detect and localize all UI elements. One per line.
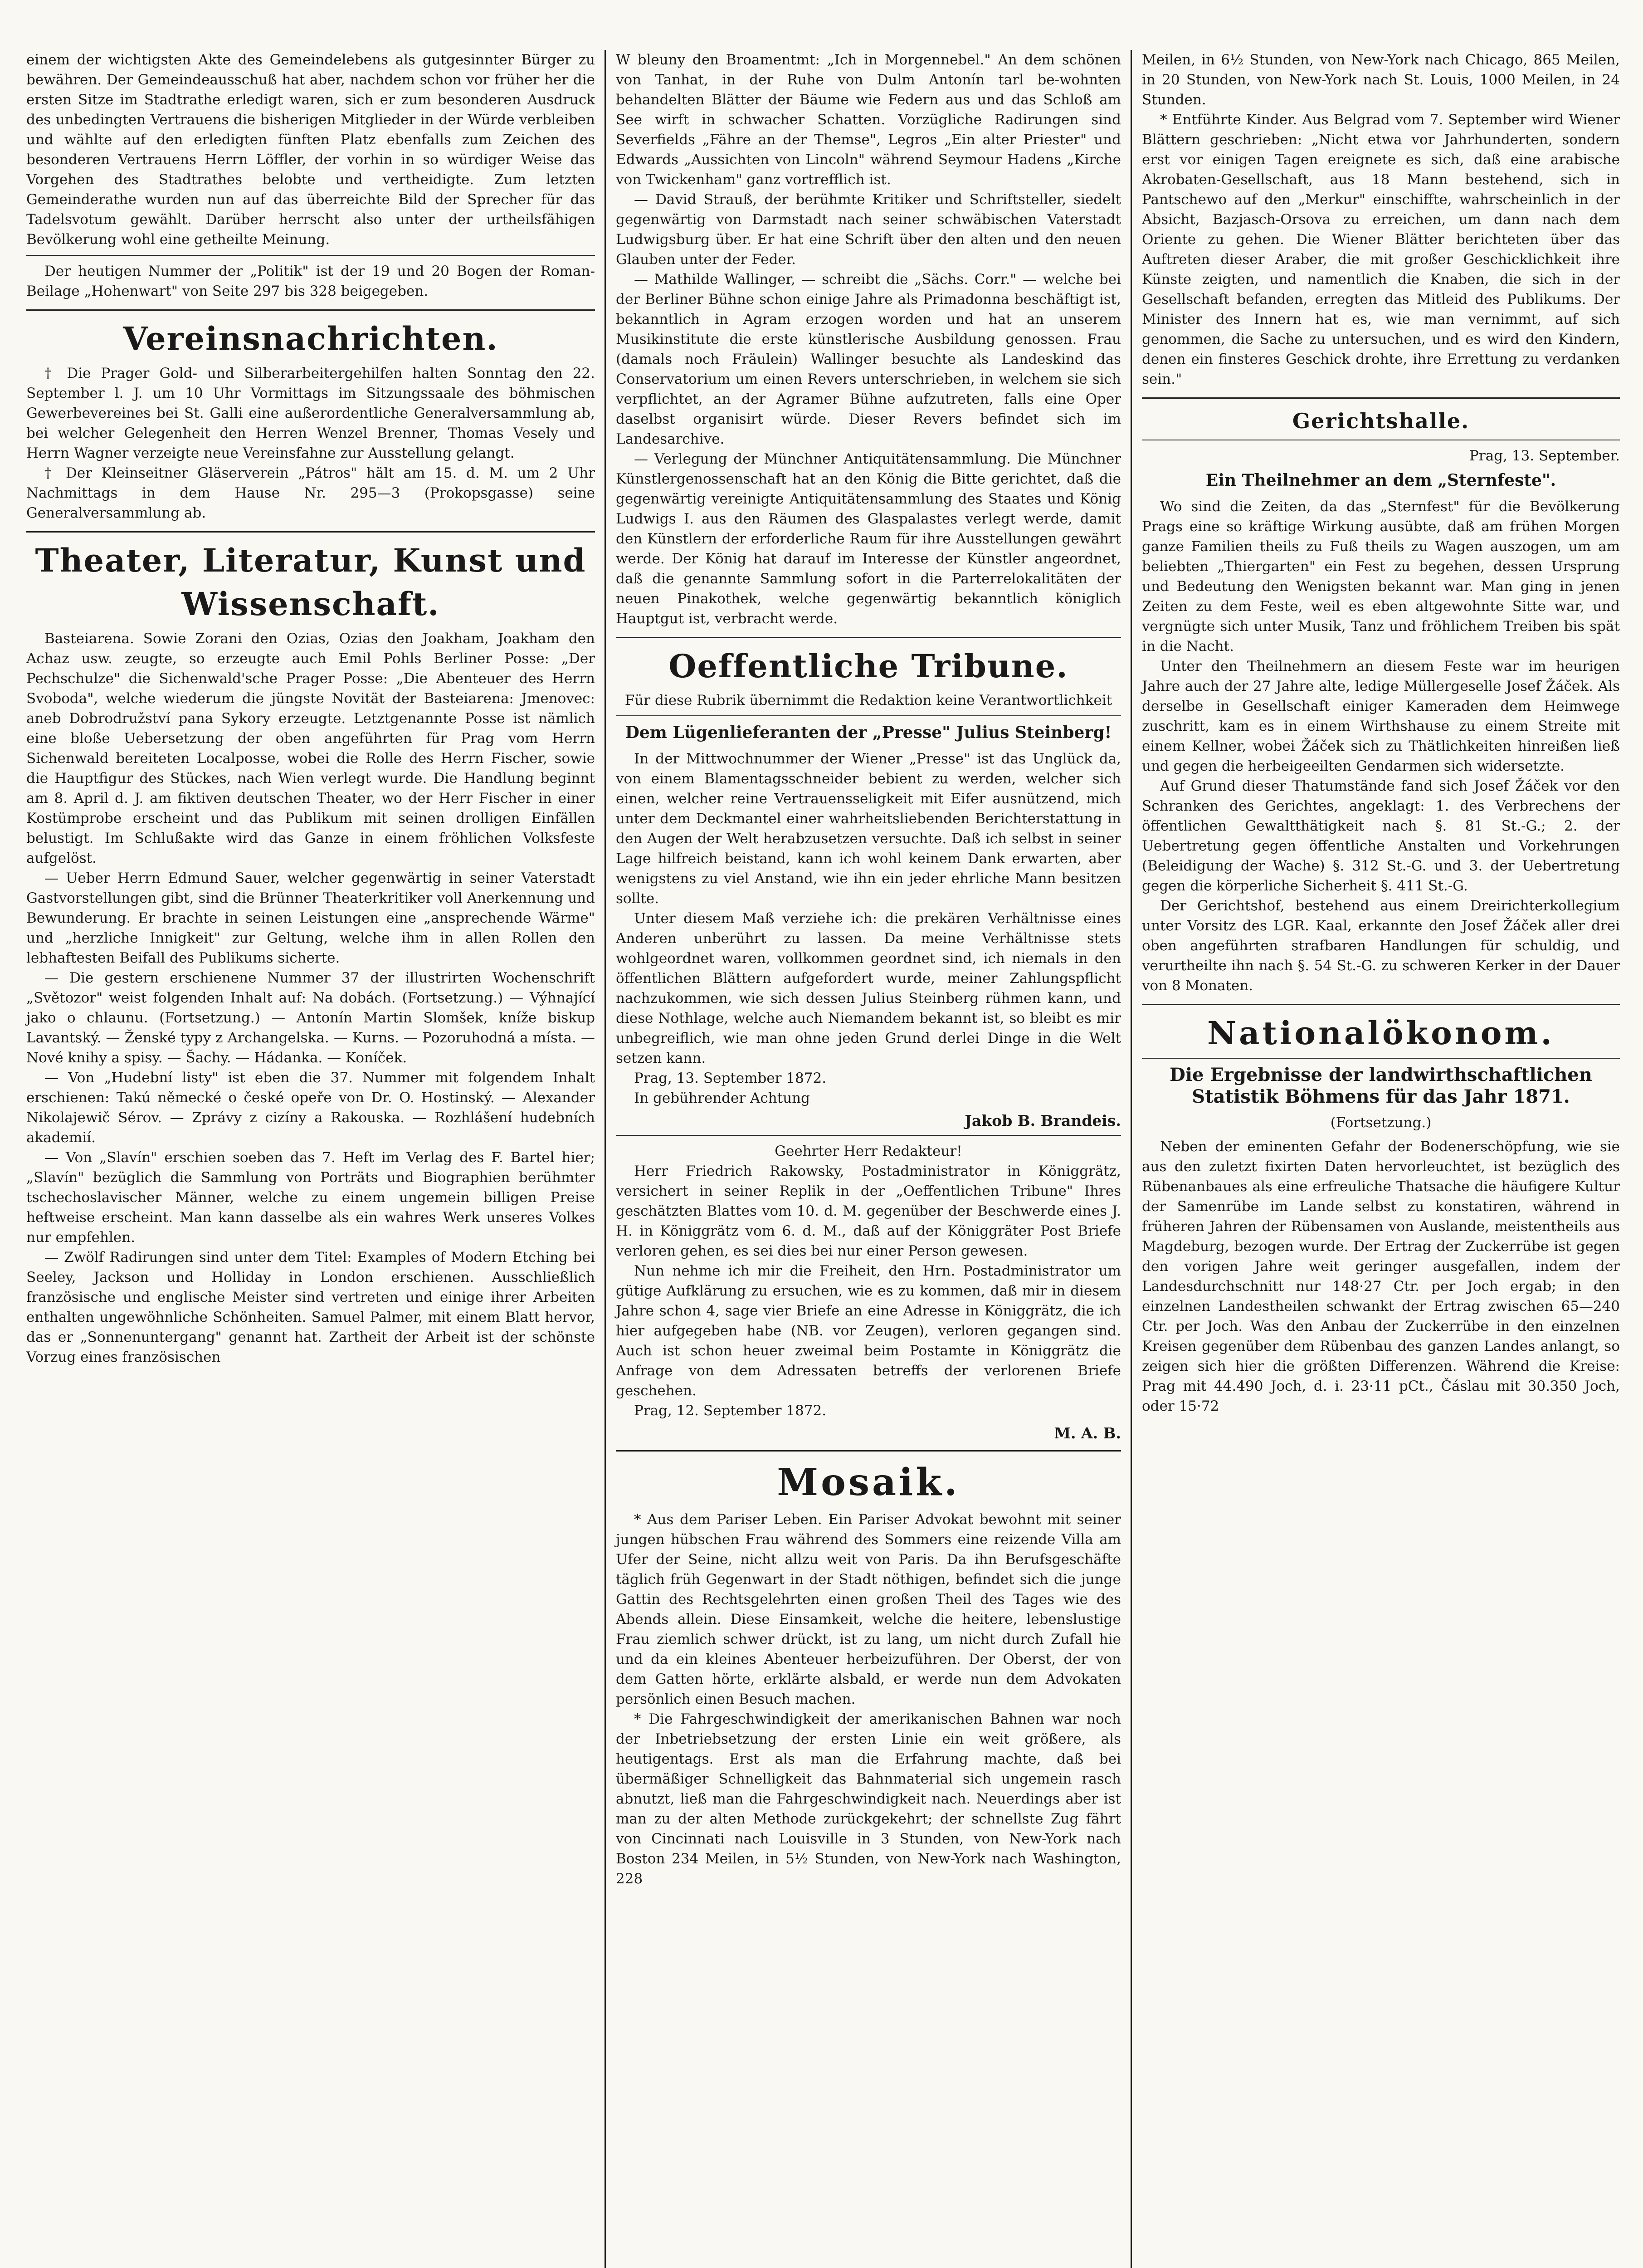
article-paragraph: — Von „Hudební listy" ist eben die 37. Nummer mit folgendem Inhalt erschienen: Takú německé o české opeře von Dr. O. Hostinský. — Alexander Nikolajewič Sérov. — Zprávy z cizíny a Rakouska. — Rozhlášení hudebních akademií. (26, 1070, 595, 1146)
article-paragraph: — David Strauß, der berühmte Kritiker und Schriftsteller, siedelt gegenwärtig von Darmstadt nach seiner schwäbischen Vaterstadt Ludwigsburg über. Er hat eine Schrift über den alten und den neuen Glauben unter der Feder. (616, 191, 1121, 268)
column-left (18, 50, 603, 2268)
divider (616, 1450, 1121, 1452)
article-paragraph: * Entführte Kinder. Aus Belgrad vom 7. September wird Wiener Blättern geschrieben: „Nicht etwa vor Jahrhunderten, sondern erst vor einigen Tagen ereignete es sich, daß eine arabische Akrobaten-Gesellschaft, aus 18 Mann bestehend, sich in Pantschewo auf den „Merkur" einschiffte, wahrscheinlich in der Absicht, Bazjasch-Orsova zu erreichen, um dann nach dem Oriente zu gehen. Die Wiener Blätter berichteten über das Auftreten dieser Araber, die mit großer Geschicklichkeit ihre Künste zeigten, und namentlich die Knaben, die sich in der Gesellschaft befanden, erregten das Mitleid des Publikums. Der Minister des Innern hat es, wie man vernimmt, auf sich genommen, die Sache zu untersuchen, und es wird den Kindern, denen ein finsteres Geschick drohte, ihre Errettung zu verdanken sein." (1142, 112, 1620, 387)
article-paragraph: W bleuny den Broamentmt: „Ich in Morgennebel." An dem schönen von Tanhat, in der Ruhe von Dulm Antonín tarl be-wohnten behandelten Blätter der Bäume wie Federn aus und das Schloß am See wirft in schwacher Schatten. Vorzügliche Radirungen sind Severfields „Fähre an der Themse", Legros „Ein alter Priester" und Edwards „Aussichten von Lincoln" während Seymour Hadens „Kirche von Twickenham" ganz vortrefflich ist. (616, 52, 1121, 188)
article-title-line-1: Die Ergebnisse der landwirthschaftlichen (1170, 1064, 1592, 1085)
article-paragraph: — Mathilde Wallinger, — schreibt die „Sächs. Corr." — welche bei der Berliner Bühne schon einige Jahre als Primadonna beschäftigt ist, bekanntlich in Agram erzogen worden und hat an unserem Musikinstitute die erste künstlerische Ausbildung genossen. Frau (damals noch Fräulein) Wallinger besuchte als Landeskind das Conservatorium um einen Revers unterschrieben, in welchem sie sich verpflichtet, an der Agramer Bühne aufzutreten, falls eine Oper daselbst organisirt würde. Dieser Revers befindet sich im Landesarchive. (616, 271, 1121, 447)
letter-greeting: Geehrter Herr Redakteur! (775, 1143, 962, 1159)
article-paragraph: * Die Fahrgeschwindigkeit der amerikanischen Bahnen war noch der Inbetriebsetzung der ersten Linie ein weit größere, als heutigentags. Erst als man die Erfahrung machte, daß bei übermäßiger Schnelligkeit das Bahnmaterial sich ungemein rasch abnutzt, ließ man die Fahrgeschwindigkeit nach. Neuerdings aber ist man zu der alten Methode zurückgekehrt; der schnellste Zug fährt von Cincinnati nach Louisville in 3 Stunden, von New-York nach Boston 234 Meilen, in 5½ Stunden, von New-York nach Washington, 228 (616, 1711, 1121, 1887)
section-heading-theater-2: Wissenschaft. (181, 585, 440, 623)
dateline: Prag, 13. September. (1469, 448, 1620, 464)
article-paragraph: — Die gestern erschienene Nummer 37 der illustrirten Wochenschrift „Světozor" weist folgenden Inhalt auf: Na dobách. (Fortsetzung.) — Výhnající jako o chlaunu. (Fortsetzung.) — Antonín Martin Slomšek, kníže biskup Lavantský. — Ženské typy z Archangelska. — Kurns. — Pozoruhodná a místa. — Nové knihy a spisy. — Šachy. — Hádanka. — Koníček. (26, 970, 595, 1066)
article-paragraph: — Ueber Herrn Edmund Sauer, welcher gegenwärtig in seiner Vaterstadt Gastvorstellungen gibt, sind die Brünner Theaterkritiker voll Anerkennung und Bewunderung. Er brachte in seinen Leistungen eine „ansprechende Wärme" und „herzliche Innigkeit" zur Geltung, welche ihm in allen Rollen den lebhaftesten Beifall des Publikums sicherte. (26, 870, 595, 966)
article-paragraph: einem der wichtigsten Akte des Gemeindelebens als gutgesinnter Bürger zu bewähren. Der Gemeindeausschuß hat aber, nachdem schon vor früher her die ersten Sitze im Stadtrathe erledigt waren, sich er zum besonderen Ausdruck des unbedingten Vertrauens die bisherigen Mitglieder in der Würde verbleiben und wählte auf den erledigten fünften Platz ebenfalls zum Zeichen des besonderen Vertrauens Herrn Löffler, der vorhin in so würdiger Weise das Vorgehen des Stadtrathes belobte und vertheidigte. Zum letzten Gemeinderathe wurden nun auf das überreichte Bild der Sprecher für das Tadelsvotum gewählt. Darüber herrscht also unter der urtheilsfähigen Bevölkerung wohl eine getheilte Meinung. (26, 52, 595, 248)
article-paragraph: † Die Prager Gold- und Silberarbeitergehilfen halten Sonntag den 22. September l. J. um 10 Uhr Vormittags im Sitzungssaale des böhmischen Gewerbevereines bei St. Galli eine außerordentliche Generalversammlung ab, bei welcher Gelegenheit den Herren Wenzel Brenner, Thomas Vesely und Herrn Wagner verzeigte neue Vereinsfahne zur Ausstellung gelangt. (26, 365, 595, 461)
section-heading-vereinsnachrichten: Vereinsnachrichten. (123, 320, 498, 357)
article-paragraph: † Der Kleinseitner Gläserverein „Pátros" hält am 15. d. M. um 2 Uhr Nachmittags in dem Hause Nr. 295—3 (Prokopsgasse) seine Generalversammlung ab. (26, 465, 595, 521)
column-right (1134, 50, 1628, 2268)
divider (616, 715, 1121, 716)
column-rule (1131, 50, 1132, 2268)
section-heading-gerichtshalle: Gerichtshalle. (1292, 409, 1470, 433)
section-heading-theater-1: Theater, Literatur, Kunst und (35, 542, 586, 579)
article-paragraph: — Zwölf Radirungen sind unter dem Titel: Examples of Modern Etching bei Seeley, Jackson und Holliday in London erschienen. Ausschließlich französische und englische Meister sind vertreten und einige ihrer Arbeiten enthalten ungewöhnliche Schönheiten. Samuel Palmer, mit einem Blatt hervor, das er „Sonnenuntergang" genannt hat. Zartheit der Arbeit ist der schönste Vorzug eines französischen (26, 1249, 595, 1365)
article-paragraph: Neben der eminenten Gefahr der Bodenerschöpfung, wie sie aus den zuletzt fixirten Daten hervorleuchtet, ist bezüglich des Rübenanbaues als eine erfreuliche Thatsache die häufigere Kultur der Samenrübe im Lande selbst zu konstatiren, während in früheren Jahren der Rübensamen von Auslande, meistentheils aus Magdeburg, bezogen wurde. Der Ertrag der Zuckerrübe ist gegen den vorigen Jahre weit geringer ausgefallen, indem der Landesdurchschnitt nur 148·27 Ctr. per Joch ergab; in den einzelnen Landestheilen schwankt der Ertrag zwischen 65—240 Ctr. per Joch. Was den Anbau der Zuckerrübe in den einzelnen Kreisen gegenüber dem Rübenbau des ganzen Landes anlangt, so zeigen sich hier die größten Differenzen. Während die Kreise: Prag mit 44.490 Joch, d. i. 23·11 pCt., Čáslau mit 30.350 Joch, oder 15·72 (1142, 1139, 1620, 1414)
article-paragraph: Unter diesem Maß verziehe ich: die prekären Verhältnisse eines Anderen unberührt zu lassen. Da meine Verhältnisse stets wohlgeordnet waren, vollkommen geordnet sind, ich niemals in den öffentlichen Blättern aufgefordert wurde, meiner Zahlungspflicht nachzukommen, wie sich dessen Julius Steinberg rühmen kann, und diese Nothlage, welche auch Niemandem bekannt ist, so bleibt es mir unbegreiflich, wie man ohne jeden Grund derlei Dinge in die Welt setzen kann. (616, 910, 1121, 1066)
divider (1142, 1058, 1620, 1059)
article-paragraph: — Von „Slavín" erschien soeben das 7. Heft im Verlag des F. Bartel hier; „Slavín" bezüglich die Sammlung von Porträts und Biographien berühmter tschechoslavischer Männer, welche zu einem ungemein billigen Preise heftweise erscheint. Man kann dasselbe als ein wahres Werk unseres Volkes nur empfehlen. (26, 1149, 595, 1246)
divider (1142, 397, 1620, 399)
article-paragraph: — Verlegung der Münchner Antiquitätensammlung. Die Münchner Künstlergenossenschaft hat an den König die Bitte gerichtet, daß die gegenwärtig vereinigte Antiquitätensammlung des Staates und König Ludwigs I. aus den Räumen des Glaspalastes verlegt werde, damit den Künstlern der erforderliche Raum für ihre Ausstellungen gewährt werde. Der König hat darauf im Interesse der Künstler angeordnet, daß die genannte Sammlung sofort in die Parterrelokalitäten der neuen Pinakothek, welche gegenwärtig bekanntlich königlich Hauptgut ist, verbracht werde. (616, 451, 1121, 627)
article-paragraph: Herr Friedrich Rakowsky, Postadministrator in Königgrätz, versichert in seiner Replik in der „Oeffentlichen Tribune" Ihres geschätzten Blattes vom 10. d. M. gegenüber der Beschwerde eines J. H. in Königgrätz vom 6. d. M., daß auf der Königgräter Post Briefe verloren gehen, es sei dies bei nur einer Person gewesen. (616, 1163, 1121, 1259)
divider (1142, 1004, 1620, 1005)
article-paragraph: Basteiarena. Sowie Zorani den Ozias, Ozias den Joakham, Joakham den Achaz usw. zeugte, so erzeugte auch Emil Pohls Berliner Posse: „Der Pechschulze" die Sichenwald'sche Prager Posse: „Die Abenteuer des Herrn Svoboda", welche wiederum die jüngste Novität der Basteiarena: Jmenovec: aneb Dobrodružství pana Sykory erzeugte. Letztgenannte Posse ist nämlich eine bloße Uebersetzung der oben angeführten für Prag vom Herrn Sichenwald bereiteten Localposse, wobei die Rolle des Herrn Fischer, sowie die Hauptfigur des Stückes, nach Wien verlegt wurde. Die Handlung beginnt am 8. April d. J. am fiktiven deutschen Theater, wo der Herr Fischer in einer Kostümprobe erscheint und das Publikum mit seinen drolligen Einfällen belustigt. Im Schlußakte wird das Ganze in einem fröhlichen Volksfeste aufgelöst. (26, 631, 595, 866)
divider (26, 531, 595, 533)
closing-phrase: In gebührender Achtung (634, 1090, 810, 1106)
column-middle (608, 50, 1129, 2268)
article-paragraph: Auf Grund dieser Thatumstände fand sich Josef Žáček vor den Schranken des Gerichtes, angeklagt: 1. des Verbrechens der öffentlichen Gewaltthätigkeit nach §. 81 St.-G.; 2. der Uebertretung gegen öffentliche Anstalten und Vorkehrungen (Beleidigung der Wache) §. 312 St.-G. und 3. der Uebertretung gegen die körperliche Sicherheit §. 411 St.-G. (1142, 778, 1620, 894)
section-heading-nationaloekonom: Nationalökonom. (1207, 1014, 1555, 1052)
article-paragraph: Meilen, in 6½ Stunden, von New-York nach Chicago, 865 Meilen, in 20 Stunden, von New-York nach St. Louis, 1000 Meilen, in 24 Stunden. (1142, 52, 1620, 108)
divider (26, 255, 595, 256)
article-title-line-2: Statistik Böhmens für das Jahr 1871. (1192, 1086, 1570, 1107)
continuation-note: (Fortsetzung.) (1330, 1114, 1432, 1131)
section-heading-tribune: Oeffentliche Tribune. (668, 647, 1068, 685)
divider (616, 637, 1121, 638)
tribune-subheading: Dem Lügenlieferanten der „Presse" Julius Steinberg! (625, 723, 1112, 742)
signature: M. A. B. (1054, 1424, 1121, 1442)
divider (26, 309, 595, 311)
article-paragraph: In der Mittwochnummer der Wiener „Presse" ist das Unglück da, von einem Blamentagsschneider bebient zu werden, welcher sich einen, welcher reine Vertrauensseligkeit mit Eifer ausnützend, mich unter dem Deckmantel einer wahrheitsliebenden Berichterstattung in den Augen der Welt herabzusetzen versuchte. Daß ich selbst in seiner Lage hilfreich beistand, kann ich wohl keinem Dank erwarten, aber wenigstens zu viel Anstand, wie ihn ein jeder ehrliche Mann besitzen sollte. (616, 751, 1121, 907)
article-paragraph: Unter den Theilnehmern an diesem Feste war im heurigen Jahre auch der 27 Jahre alte, ledige Müllergeselle Josef Žáček. Als derselbe in Gesellschaft einiger Kameraden dem Heimwege zuschritt, kam es in einem Wirthshause zu einem Streite mit einem Kellner, wobei Žáček sich zu Thätlichkeiten hinreißen ließ und gegen die herbeigeeilten Gendarmen sich widersetzte. (1142, 658, 1620, 774)
article-paragraph: Wo sind die Zeiten, da das „Sternfest" für die Bevölkerung Prags eine so kräftige Wirkung ausübte, daß am frühen Morgen ganze Familien theils zu Fuß theils zu Wagen auszogen, um am beliebten „Thiergarten" ein Fest zu begehen, dessen Ursprung und Bedeutung den Wenigsten bekannt war. Man ging in jenen Zeiten zu dem Feste, weil es eben altgewohnte Sitte war, und vergnügte sich unter Musik, Tanz und fröhlichem Treiben bis spät in die Nacht. (1142, 499, 1620, 655)
notice-roman-beilage: Der heutigen Nummer der „Politik" ist der 19 und 20 Bogen der Roman-Beilage „Hohenwart" von Seite 297 bis 328 beigegeben. (26, 263, 595, 299)
section-heading-mosaik: Mosaik. (777, 1461, 960, 1504)
tribune-disclaimer: Für diese Rubrik übernimmt die Redaktion keine Verantwortlichkeit (624, 692, 1112, 709)
article-paragraph: Nun nehme ich mir die Freiheit, den Hrn. Postadministrator um gütige Aufklärung zu ersuchen, wie es zu kommen, daß mir in diesem Jahre schon 4, sage vier Briefe an eine Adresse in Königgrätz, die ich hier aufgegeben habe (NB. vor Zeugen), verloren gegangen sind. Auch ist schon heuer zweimal beim Postamte in Königgrätz die Anfrage von dem Adressaten betreffs der verlorenen Briefe geschehen. (616, 1263, 1121, 1399)
column-rule (605, 50, 606, 2268)
dateline: Prag, 13. September 1872. (634, 1070, 827, 1086)
divider (616, 1135, 1121, 1136)
dateline: Prag, 12. September 1872. (634, 1403, 827, 1419)
article-paragraph: Der Gerichtshof, bestehend aus einem Dreirichterkollegium unter Vorsitz des LGR. Kaal, erkannte den Josef Žáček aller drei oben angeführten strafbaren Handlungen für schuldig, und verurtheilte ihn nach §. 54 St.-G. zu schweren Kerker in der Dauer von 8 Monaten. (1142, 898, 1620, 994)
signature: Jakob B. Brandeis. (965, 1112, 1121, 1129)
article-paragraph: * Aus dem Pariser Leben. Ein Pariser Advokat bewohnt mit seiner jungen hübschen Frau während des Sommers eine reizende Villa am Ufer der Seine, nicht allzu weit von Paris. Da ihn Berufsgeschäfte täglich früh Gegenwart in der Stadt nöthigen, befindet sich die junge Gattin des Rechtsgelehrten einen großen Theil des Tages wie des Abends allein. Diese Einsamkeit, welche die heitere, lebenslustige Frau ziemlich schwer drückt, ist zu lang, um nicht durch Zufall hie und da ein kleines Abenteuer herbeizuführen. Der Oberst, der von dem Gatten hörte, erklärte alsbald, er werde nun dem Advokaten persönlich einen Besuch machen. (616, 1511, 1121, 1707)
gericht-subheading: Ein Theilnehmer an dem „Sternfeste". (1205, 471, 1556, 490)
